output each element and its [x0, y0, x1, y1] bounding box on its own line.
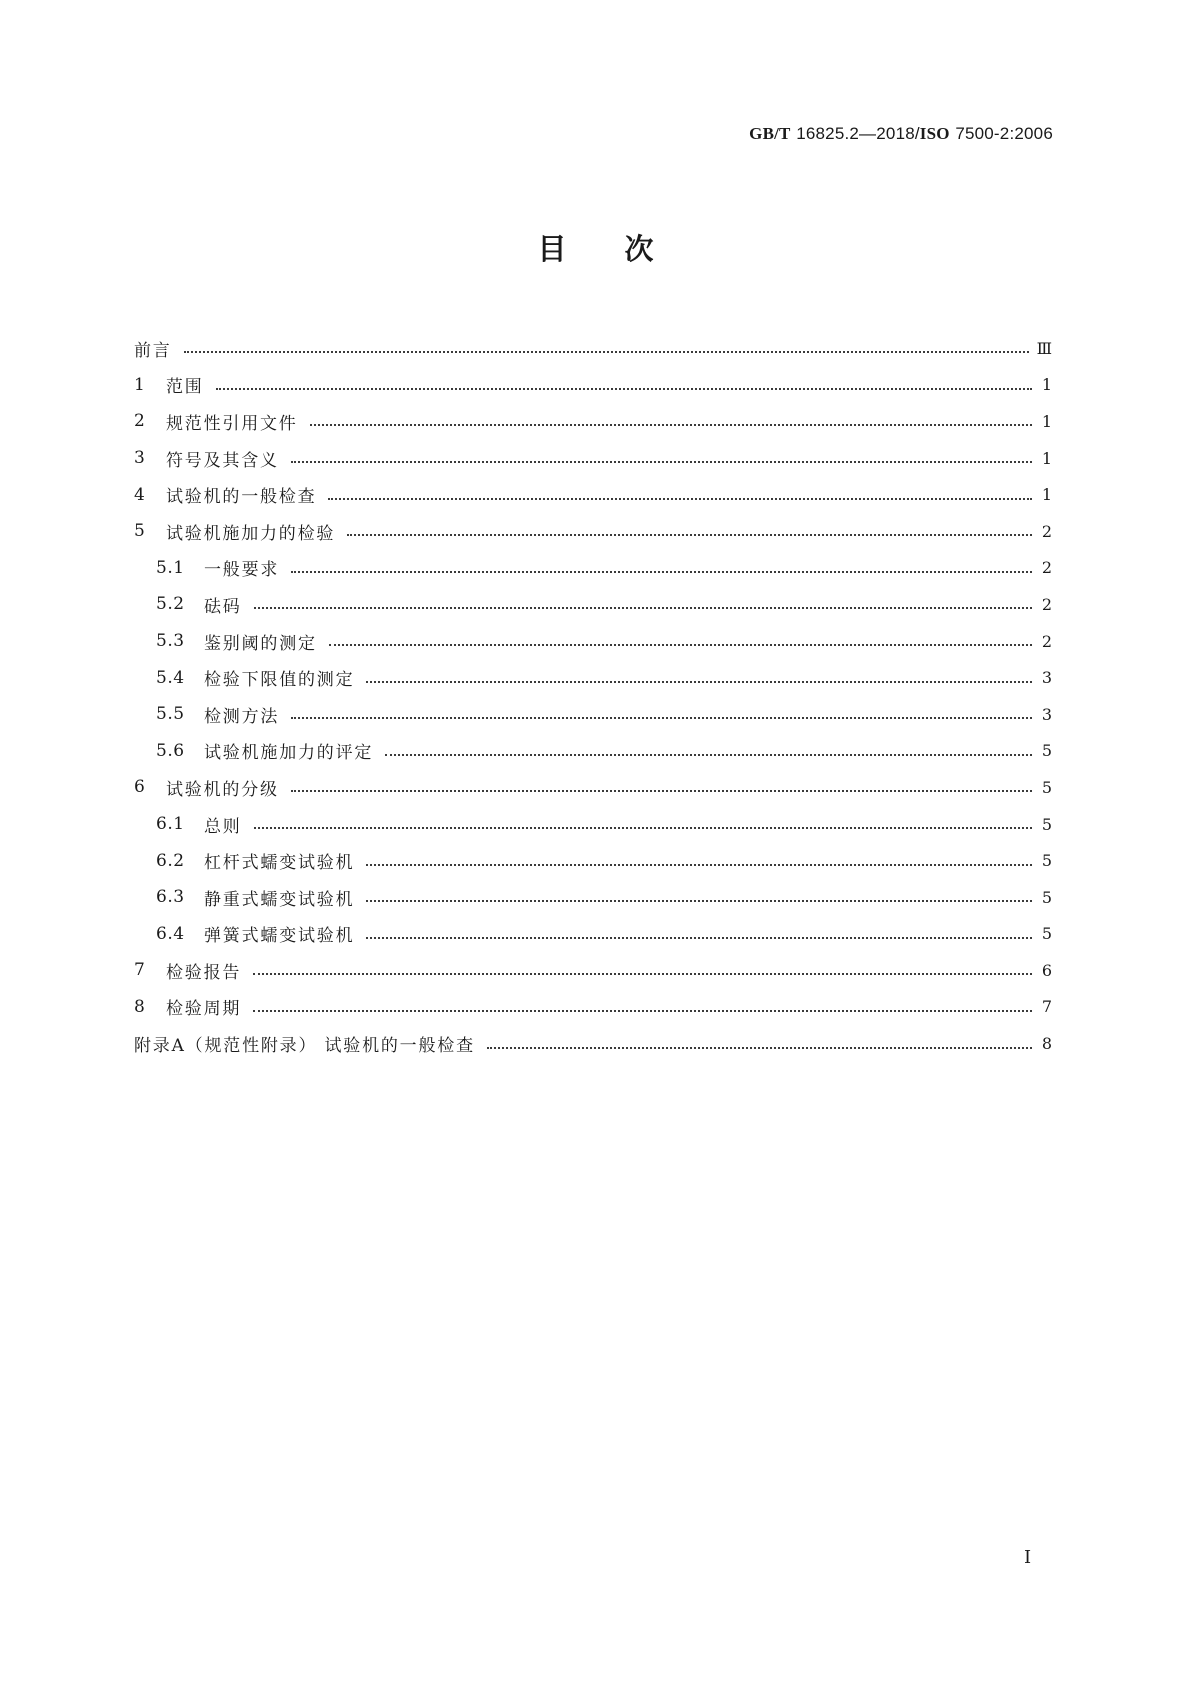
toc-entry[interactable]	[134, 916, 1052, 953]
toc-entry[interactable]	[134, 1025, 1052, 1062]
toc-entry-page: Ⅲ	[1036, 338, 1052, 358]
toc-entry[interactable]	[134, 879, 1052, 916]
toc-entry[interactable]	[134, 403, 1052, 440]
toc-entry-label: 检测方法	[204, 706, 280, 727]
toc-entry-label: 前言	[134, 340, 172, 361]
iso-prefix: ISO	[919, 124, 950, 143]
toc-entry-number: 1	[134, 374, 146, 395]
toc-entry-page: 5	[1041, 741, 1052, 761]
dot-leader	[216, 388, 1032, 390]
toc-entry-label: 试验机施加力的检验	[166, 523, 336, 544]
toc-entry-number: 3	[134, 448, 146, 469]
toc-entry[interactable]	[134, 989, 1052, 1026]
dot-leader	[310, 424, 1032, 426]
toc-entry[interactable]	[134, 550, 1052, 587]
toc-entry-number: 7	[134, 960, 146, 981]
table-of-contents	[134, 330, 1052, 1062]
toc-entry-number: 5.2	[156, 594, 185, 615]
toc-entry-label: 总则	[204, 816, 242, 837]
dot-leader	[253, 1010, 1032, 1012]
toc-entry-label: 检验周期	[166, 999, 242, 1020]
toc-entry[interactable]	[134, 806, 1052, 843]
toc-entry[interactable]	[134, 733, 1052, 770]
toc-entry[interactable]	[134, 367, 1052, 404]
toc-entry-page: 6	[1041, 960, 1052, 980]
page-title: 目次	[537, 232, 712, 266]
toc-entry[interactable]	[134, 696, 1052, 733]
toc-entry-page: 2	[1041, 631, 1052, 651]
toc-entry-page: 1	[1041, 485, 1052, 505]
dot-leader	[253, 973, 1032, 975]
toc-entry-label: 试验机的一般检查	[166, 487, 317, 508]
toc-entry-number: 6.1	[156, 814, 185, 835]
toc-entry-page: 3	[1041, 704, 1052, 724]
toc-entry[interactable]	[134, 769, 1052, 806]
toc-entry-number: 5	[134, 521, 146, 542]
dot-leader	[291, 461, 1032, 463]
toc-entry-page: 8	[1041, 1034, 1052, 1054]
dot-leader	[347, 534, 1032, 536]
toc-entry-page: 2	[1041, 558, 1052, 578]
toc-entry-label: 静重式蠕变试验机	[204, 889, 355, 910]
dot-leader	[385, 754, 1032, 756]
dot-leader	[254, 607, 1032, 609]
toc-entry-number: 5.3	[156, 631, 185, 652]
dot-leader	[291, 571, 1032, 573]
toc-entry[interactable]	[134, 330, 1052, 367]
toc-entry-page: 7	[1041, 997, 1052, 1017]
toc-entry-number: 6.4	[156, 923, 185, 944]
toc-entry-page: 5	[1041, 924, 1052, 944]
toc-entry[interactable]	[134, 842, 1052, 879]
toc-entry-label: 范围	[166, 377, 204, 398]
toc-entry[interactable]	[134, 659, 1052, 696]
toc-entry-label: 规范性引用文件	[166, 413, 298, 434]
toc-entry-page: 1	[1041, 375, 1052, 395]
toc-entry-number: 6.3	[156, 887, 185, 908]
toc-entry-page: 5	[1041, 887, 1052, 907]
standard-number	[749, 124, 1053, 144]
toc-entry-label: 检验报告	[166, 962, 242, 983]
dot-leader	[487, 1047, 1032, 1049]
toc-entry-page: 2	[1041, 521, 1052, 541]
toc-entry[interactable]	[134, 623, 1052, 660]
toc-entry-page: 5	[1041, 851, 1052, 871]
toc-entry[interactable]	[134, 586, 1052, 623]
toc-entry-number: 6	[134, 777, 146, 798]
toc-entry-label: 砝码	[204, 596, 242, 617]
toc-entry[interactable]	[134, 952, 1052, 989]
iso-number-value: 7500-2:2006	[955, 124, 1053, 143]
dot-leader	[184, 351, 1029, 353]
dot-leader	[254, 827, 1032, 829]
toc-entry-label: 符号及其含义	[166, 450, 279, 471]
toc-entry-number: 5.6	[156, 740, 185, 761]
toc-entry-label: 附录A（规范性附录） 试验机的一般检查	[134, 1036, 475, 1057]
toc-entry-number: 5.4	[156, 667, 185, 688]
toc-entry-page: 2	[1041, 594, 1052, 614]
toc-entry-label: 一般要求	[204, 560, 280, 581]
toc-entry-number: 2	[134, 411, 146, 432]
page-number: Ⅰ	[1024, 1547, 1032, 1568]
toc-entry-number: 8	[134, 996, 146, 1017]
toc-entry-label: 试验机施加力的评定	[204, 743, 374, 764]
toc-entry-page: 1	[1041, 411, 1052, 431]
toc-entry-number: 4	[134, 484, 146, 505]
standard-prefix: GB/T	[749, 124, 791, 143]
dot-leader	[291, 717, 1032, 719]
toc-entry-page: 1	[1041, 448, 1052, 468]
toc-entry-label: 试验机的分级	[166, 779, 279, 800]
toc-entry[interactable]	[134, 476, 1052, 513]
dot-leader	[329, 644, 1032, 646]
toc-entry-number: 5.5	[156, 704, 185, 725]
toc-entry-label: 鉴别阈的测定	[204, 633, 317, 654]
dot-leader	[366, 681, 1032, 683]
dot-leader	[328, 498, 1032, 500]
toc-entry[interactable]	[134, 513, 1052, 550]
toc-entry[interactable]	[134, 440, 1052, 477]
dot-leader	[291, 790, 1032, 792]
toc-entry-page: 5	[1041, 814, 1052, 834]
toc-entry-label: 弹簧式蠕变试验机	[204, 926, 355, 947]
standard-number-value: 16825.2—2018/	[796, 124, 920, 143]
toc-entry-number: 6.2	[156, 850, 185, 871]
toc-entry-page: 5	[1041, 777, 1052, 797]
toc-entry-number: 5.1	[156, 557, 185, 578]
toc-entry-label: 杠杆式蠕变试验机	[204, 853, 355, 874]
dot-leader	[366, 937, 1032, 939]
dot-leader	[366, 900, 1032, 902]
toc-entry-page: 3	[1041, 668, 1052, 688]
toc-entry-label: 检验下限值的测定	[204, 670, 355, 691]
dot-leader	[366, 864, 1032, 866]
